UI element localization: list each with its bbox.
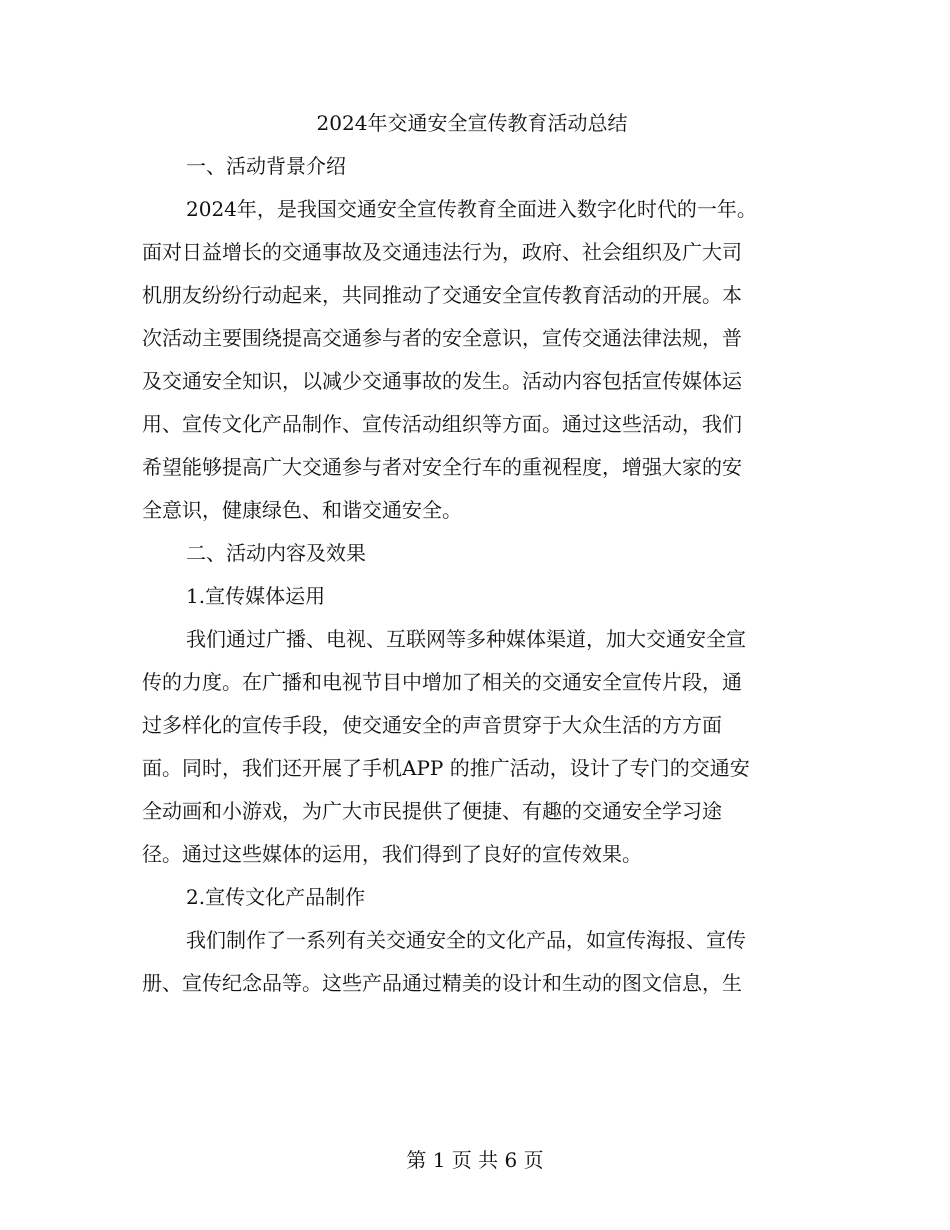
paragraph-line: 过多样化的宣传手段，使交通安全的声音贯穿于大众生活的方方面 [142, 713, 722, 737]
paragraph-line: 全意识，健康绿色、和谐交通安全。 [142, 498, 462, 522]
paragraph-line: 及交通安全知识，以减少交通事故的发生。活动内容包括宣传媒体运 [142, 369, 742, 393]
paragraph-line: 用、宣传文化产品制作、宣传活动组织等方面。通过这些活动，我们 [142, 412, 742, 436]
paragraph-line: 面对日益增长的交通事故及交通违法行为，政府、社会组织及广大司 [142, 240, 742, 264]
paragraph-background [142, 190, 802, 529]
section-heading-background: 一、活动背景介绍 [186, 154, 346, 178]
page-number-footer: 第 1 页 共 6 页 [406, 1148, 544, 1172]
paragraph-line: 机朋友纷纷行动起来，共同推动了交通安全宣传教育活动的开展。本 [142, 283, 742, 307]
document-title: 2024年交通安全宣传教育活动总结 [316, 111, 628, 135]
paragraph-media [142, 620, 802, 873]
document-body [142, 104, 802, 1007]
paragraph-line: 我们制作了一系列有关交通安全的文化产品，如宣传海报、宣传 [186, 928, 746, 952]
paragraph-line: 希望能够提高广大交通参与者对安全行车的重视程度，增强大家的安 [142, 455, 742, 479]
paragraph-line: 全动画和小游戏，为广大市民提供了便捷、有趣的交通安全学习途 [142, 799, 722, 823]
paragraph-line: 我们通过广播、电视、互联网等多种媒体渠道，加大交通安全宣 [186, 627, 746, 651]
paragraph-line: 传的力度。在广播和电视节目中增加了相关的交通安全宣传片段，通 [142, 670, 742, 694]
subsection-heading-media: 1.宣传媒体运用 [186, 584, 326, 608]
paragraph-line: 册、宣传纪念品等。这些产品通过精美的设计和生动的图文信息，生 [142, 971, 742, 995]
paragraph-line: 2024年，是我国交通安全宣传教育全面进入数字化时代的一年。 [186, 197, 757, 221]
paragraph-line: 径。通过这些媒体的运用，我们得到了良好的宣传效果。 [142, 842, 642, 866]
paragraph-line: 次活动主要围绕提高交通参与者的安全意识，宣传交通法律法规，普 [142, 326, 742, 350]
paragraph-products [142, 921, 802, 1002]
subsection-heading-products: 2.宣传文化产品制作 [186, 885, 366, 909]
paragraph-line: 面。同时，我们还开展了手机APP 的推广活动，设计了专门的交通安 [142, 756, 750, 780]
section-heading-content: 二、活动内容及效果 [186, 541, 366, 565]
